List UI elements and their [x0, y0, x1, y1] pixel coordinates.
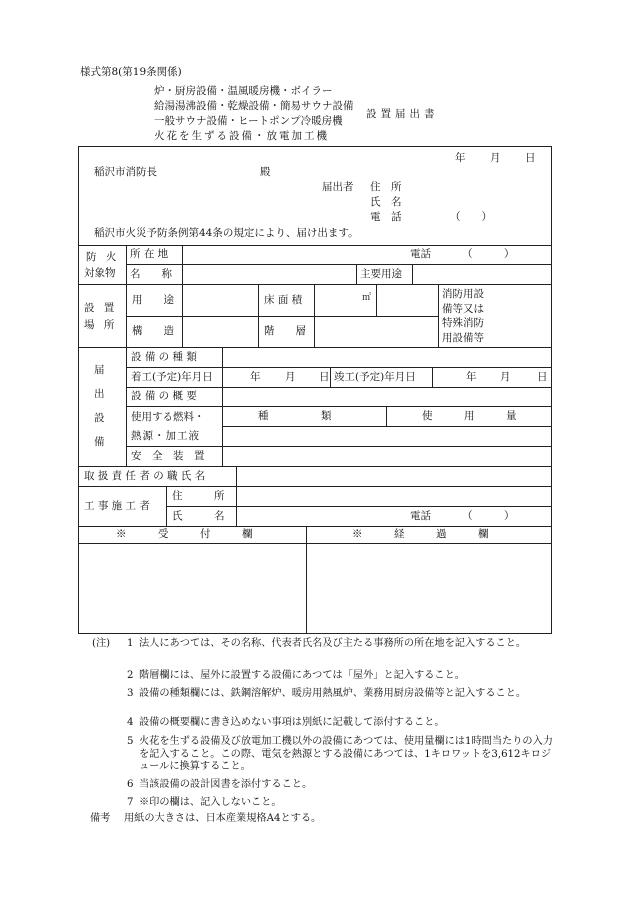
- complete-month-label: 月: [500, 370, 511, 383]
- applicant-phone-parens: （ ）: [450, 211, 492, 223]
- fuel-label-2: 熱源・加工液: [131, 430, 200, 442]
- contractor-phone-parens: （ ）: [462, 509, 515, 522]
- progress-header: ※ 経 過 欄: [352, 528, 489, 541]
- date-day-label: 日: [525, 152, 536, 164]
- header-line-1: 炉・厨房設備・温風暖房機・ボイラー: [154, 85, 333, 97]
- install-section-label-1: 設 置: [84, 302, 118, 314]
- doc-title: 設置届出書: [366, 108, 439, 120]
- safety-label: 安 全 装 置: [131, 449, 205, 462]
- complete-year-label: 年: [466, 370, 477, 383]
- header-line-4: 火花を生ずる設備・放電加工機: [154, 130, 329, 142]
- contractor-name-label: 氏 名: [172, 509, 225, 522]
- fire-equip-label: 消防用設 備等又は 特殊消防 用設備等: [442, 288, 484, 344]
- report-section-char-4: 備: [94, 436, 105, 448]
- contractor-address-label: 住 所: [172, 489, 225, 502]
- start-year-label: 年: [250, 370, 261, 383]
- overview-label: 設 備 の 概 要: [131, 390, 197, 403]
- target-section-label-2: 対象物: [84, 267, 116, 279]
- target-section-label-1: 防 火: [86, 251, 120, 263]
- applicant-label: 届出者: [322, 181, 354, 193]
- progress-field: [307, 544, 551, 633]
- date-month-label: 月: [490, 152, 501, 164]
- applicant-address-label: 住 所: [370, 181, 402, 193]
- equip-type-label: 設 備 の 種 類: [131, 350, 197, 363]
- fuel-label-1: 使用する燃料・: [131, 411, 205, 423]
- location-phone-label: 電話: [410, 248, 431, 261]
- header-line-3: 一般サウナ設備・ヒートポンプ冷暖房機: [154, 115, 343, 127]
- amount-label: 使 用 量: [422, 409, 517, 422]
- header-line-2: 給湯湯沸設備・乾燥設備・簡易サウナ設備: [154, 100, 354, 112]
- report-section-char-1: 届: [94, 364, 105, 376]
- honorific: 殿: [260, 166, 271, 178]
- install-section-label-2: 場 所: [84, 319, 118, 331]
- floor-area-label: 床 面 積: [264, 293, 303, 306]
- area-unit: ㎡: [362, 292, 372, 303]
- start-date-label: 着工(予定)年月日: [131, 370, 213, 383]
- notes-label: (注): [92, 638, 111, 649]
- floor-label: 階 層: [264, 325, 306, 338]
- location-phone-parens: （ ）: [462, 248, 515, 261]
- main-use-label: 主要用途: [360, 267, 402, 280]
- addressee: 稲沢市消防長: [94, 166, 157, 178]
- start-day-label: 日: [319, 370, 330, 383]
- remarks-text: 用紙の大きさは、日本産業規格A4とする。: [124, 813, 322, 824]
- reception-field: [79, 544, 305, 633]
- structure-label: 構 造: [132, 325, 174, 338]
- start-month-label: 月: [285, 370, 296, 383]
- reception-header: ※ 受 付 欄: [116, 528, 253, 541]
- report-section-char-2: 出: [94, 388, 105, 400]
- kind-label: 種 類: [258, 409, 332, 422]
- location-label: 所 在 地: [130, 248, 169, 261]
- target-name-label: 名 称: [130, 267, 172, 280]
- statement: 稲沢市火災予防条例第44条の規定により、届け出ます。: [94, 227, 359, 239]
- remarks-label: 備考: [90, 813, 111, 824]
- contractor-phone-label: 電話: [410, 509, 431, 522]
- install-use-label: 用 途: [132, 293, 174, 306]
- manager-label: 取 扱 責 任 者 の 職 氏 名: [84, 469, 206, 482]
- complete-date-label: 竣工(予定)年月日: [334, 370, 416, 383]
- applicant-name-label: 氏 名: [370, 196, 402, 208]
- applicant-phone-label: 電 話: [370, 211, 402, 223]
- report-section-char-3: 設: [94, 412, 105, 424]
- complete-day-label: 日: [537, 370, 548, 383]
- form-id: 様式第8(第19条関係): [80, 66, 182, 78]
- contractor-label: 工 事 施 工 者: [84, 499, 150, 512]
- date-year-label: 年: [455, 152, 466, 164]
